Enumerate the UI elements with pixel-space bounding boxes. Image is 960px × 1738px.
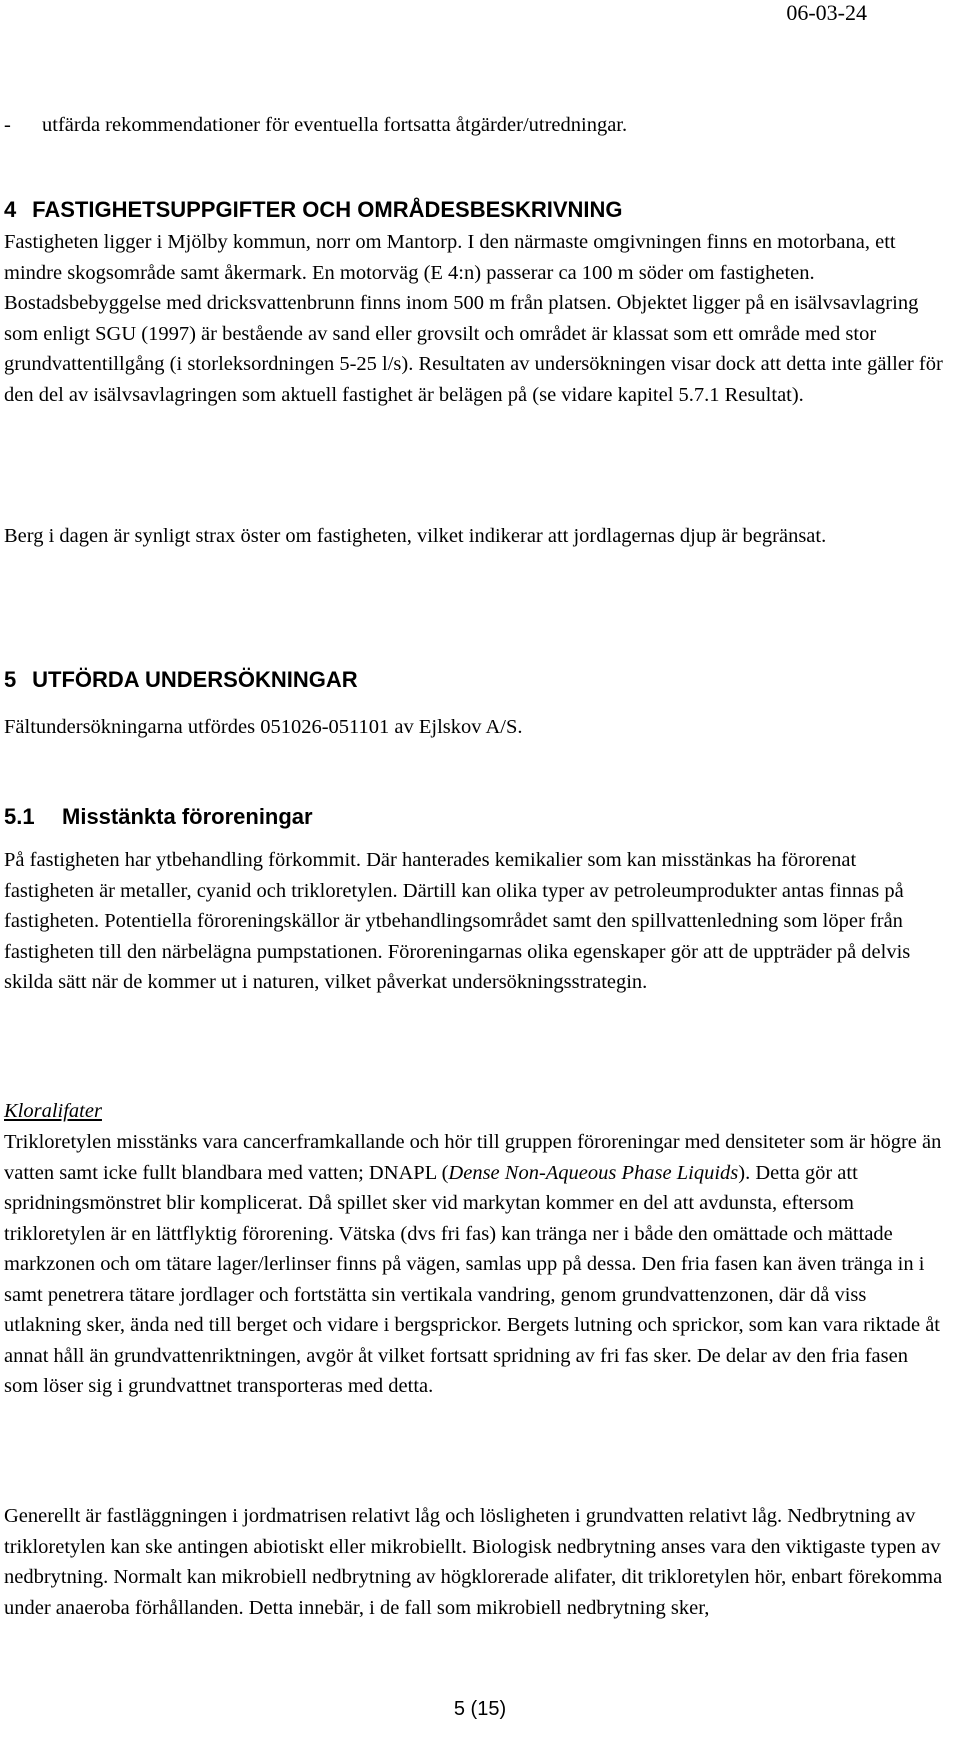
bullet-dash: - bbox=[4, 114, 11, 136]
section-5-1-title: Misstänkta föroreningar bbox=[62, 804, 313, 829]
section-4-title: FASTIGHETSUPPGIFTER OCH OMRÅDESBESKRIVNING bbox=[32, 197, 623, 222]
section-5-heading bbox=[4, 666, 944, 694]
section-5-paragraph-1: Fältundersökningarna utfördes 051026-051101 av Ejlskov A/S. bbox=[4, 716, 523, 738]
header-date: 06-03-24 bbox=[786, 0, 867, 25]
kloralifater-paragraph-1-end: ). Detta gör att spridningsmönstret blir komplicerat. Då spillet sker vid markytan kommer en del att avdunsta, eftersom trikloretylen är en lättflyktig förorening. Vätska (dvs fri fas) kan tränga ner i både den omättade och mättade markzonen och om tätare lager/lerlinser finns på vägen, samlas upp på dessa. Den fria fasen kan även tränga in i samt penetrera tätare jordlager och fortstätta sin vertikala vandring, genom grundvattenzonen, där då viss utlakning sker, ända ned till berget och vidare i bergsprickor. Bergets lutning och sprickor, som kan vara riktade åt annat håll än grundvattenriktningen, avgör åt vilket fortsatt spridning av fri fas sker. De delar av den fria fasen som löser sig i grundvattnet transporteras med detta. bbox=[4, 1161, 940, 1397]
section-5-title: UTFÖRDA UNDERSÖKNINGAR bbox=[32, 667, 358, 692]
section-5-number: 5 bbox=[4, 667, 17, 692]
section-4-number: 4 bbox=[4, 197, 17, 222]
section-4-heading bbox=[4, 196, 944, 224]
section-4-paragraph-2: Berg i dagen är synligt strax öster om fastigheten, vilket indikerar att jordlagernas djup är begränsat. bbox=[4, 525, 827, 547]
section-5-1-heading bbox=[4, 803, 944, 831]
page-number: 5 (15) bbox=[453, 1698, 507, 1720]
kloralifater-paragraph-1 bbox=[4, 1127, 944, 1402]
kloralifater-paragraph-1-start: Trikloretylen misstänks vara cancerframkallande och hör till gruppen föroreningar med densiteter som är högre än vatten samt icke fullt blandbara med vatten; DNAPL ( bbox=[4, 1131, 942, 1184]
section-4-paragraph-1: Fastigheten ligger i Mjölby kommun, norr om Mantorp. I den närmaste omgivningen finns en motorbana, ett mindre skogsområde samt åkermark. En motorväg (E 4:n) passerar ca 100 m söder om fastigheten. Bostadsbebyggelse med dricksvattenbrunn finns inom 500 m från platsen. Objektet ligger på en isälvsavlagring som enligt SGU (1997) är bestående av sand eller grovsilt och området är klassat som ett område med stor grundvattentillgång (i storleksordningen 5-25 l/s). Resultaten av undersökningen visar dock att detta inte gäller för den del av isälvsavlagringen som aktuell fastighet är belägen på (se vidare kapitel 5.7.1 Resultat). bbox=[4, 231, 943, 406]
kloralifater-paragraph-2: Generellt är fastläggningen i jordmatrisen relativt låg och lösligheten i grundvatten relativt låg. Nedbrytning av trikloretylen kan ske antingen abiotiskt eller mikrobiellt. Biologisk nedbrytning anses vara den viktigaste typen av nedbrytning. Normalt kan mikrobiell nedbrytning av högklorerade alifater, dit trikloretylen hör, enbart förekomma under anaeroba förhållanden. Detta innebär, i de fall som mikrobiell nedbrytning sker, bbox=[4, 1505, 943, 1619]
section-5-1-number: 5.1 bbox=[4, 804, 35, 829]
bullet-text: utfärda rekommendationer för eventuella fortsatta åtgärder/utredningar. bbox=[42, 114, 628, 136]
dnapl-expansion: Dense Non-Aqueous Phase Liquids bbox=[448, 1161, 739, 1184]
section-5-1-paragraph-1: På fastigheten har ytbehandling förkommit. Där hanterades kemikalier som kan misstänkas ha förorenat fastigheten är metaller, cyanid och trikloretylen. Därtill kan olika typer av petroleumprodukter antas finnas på fastigheten. Potentiella föroreningskällor är ytbehandlingsområdet samt den spillvattenledning som löper från fastigheten till den närbelägna pumpstationen. Föroreningarnas olika egenskaper gör att de uppträder på delvis skilda sätt när de kommer ut i naturen, vilket påverkat undersökningsstrategin. bbox=[4, 849, 911, 993]
bullet-item bbox=[4, 110, 944, 141]
kloralifater-subheading: Kloralifater bbox=[4, 1100, 102, 1122]
